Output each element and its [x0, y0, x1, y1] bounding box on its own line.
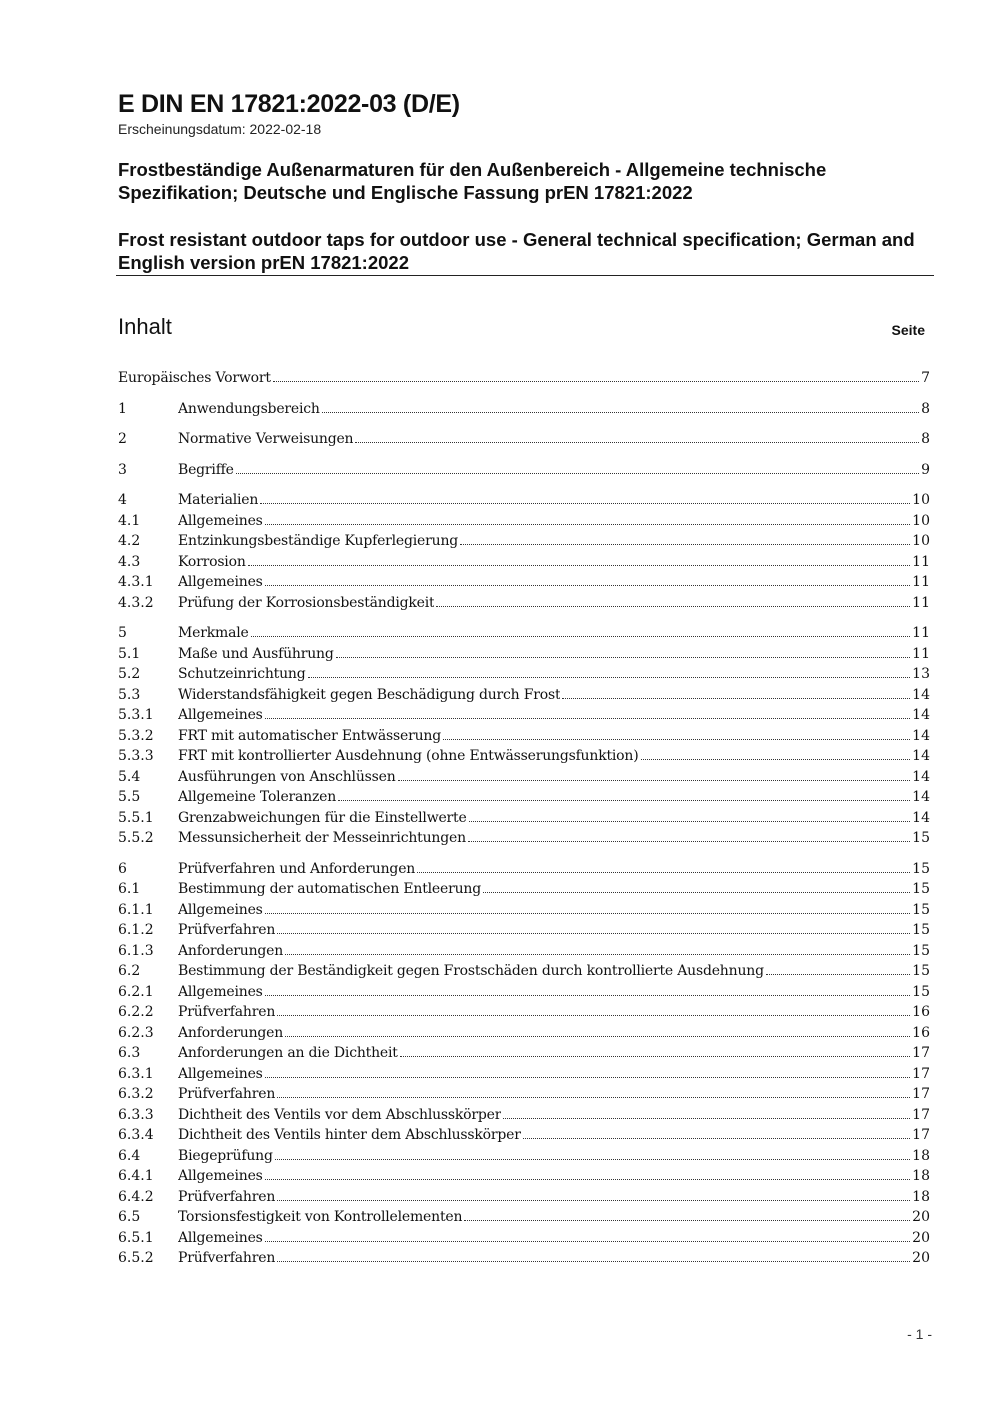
toc-entry[interactable]: [118, 1168, 930, 1189]
toc-entry-title: Allgemeines: [178, 1229, 263, 1246]
toc-entry-page: 9: [921, 461, 930, 478]
toc-entry-page: 16: [912, 1024, 930, 1041]
toc-entry[interactable]: [118, 789, 930, 810]
toc-entry-title: Allgemeines: [178, 983, 263, 1000]
toc-dot-leader: [277, 1200, 910, 1201]
toc-entry-page: 15: [912, 942, 930, 959]
toc-entry[interactable]: [118, 1107, 930, 1128]
toc-entry[interactable]: [118, 1045, 930, 1066]
toc-entry[interactable]: [118, 513, 930, 534]
toc-entry[interactable]: [118, 902, 930, 923]
toc-dot-leader: [265, 585, 911, 586]
toc-entry-page: 20: [912, 1229, 930, 1246]
toc-entry[interactable]: [118, 748, 930, 769]
toc-entry-title: Messunsicherheit der Messeinrichtungen: [178, 830, 466, 846]
toc-dot-leader: [265, 718, 911, 719]
toc-dot-leader: [265, 913, 911, 914]
toc-entry-page: 20: [912, 1209, 930, 1225]
toc-entry-page: 15: [912, 881, 930, 897]
toc-entry[interactable]: [118, 625, 930, 646]
toc-page-label: Seite: [891, 322, 925, 338]
toc-entry-number: 5.3.2: [118, 727, 154, 744]
toc-dot-leader: [469, 821, 911, 822]
toc-dot-leader: [265, 1077, 911, 1078]
toc-entry[interactable]: [118, 1127, 930, 1148]
toc-entry[interactable]: [118, 1209, 930, 1230]
toc-entry-page: 15: [912, 922, 930, 938]
toc-entry-number: 4.2: [118, 533, 141, 549]
toc-entry[interactable]: [118, 1189, 930, 1210]
toc-entry-title: Bestimmung der automatischen Entleerung: [178, 881, 481, 897]
toc-entry-number: 6: [118, 860, 127, 877]
toc-entry-page: 8: [921, 400, 930, 417]
toc-entry-title: Schutzeinrichtung: [178, 666, 306, 682]
toc-entry-number: 5.5: [118, 789, 141, 805]
toc-entry-number: 6.2.3: [118, 1024, 154, 1041]
toc-entry-page: 15: [912, 983, 930, 1000]
toc-entry[interactable]: [118, 687, 930, 708]
toc-entry-page: 8: [921, 431, 930, 447]
toc-entry-title: Dichtheit des Ventils hinter dem Abschlusskörper: [178, 1127, 521, 1143]
toc-entry-number: 6.2.1: [118, 983, 154, 1000]
toc-entry[interactable]: [118, 881, 930, 902]
toc-entry-number: 4.3: [118, 553, 141, 570]
toc-dot-leader: [338, 800, 910, 801]
toc-entry-title: Prüfverfahren: [178, 1188, 276, 1205]
toc-entry-number: 1: [118, 400, 127, 417]
toc-entry-page: 15: [912, 860, 930, 877]
toc-entry-number: 5.2: [118, 666, 141, 682]
toc-entry-title: Begriffe: [178, 461, 234, 478]
toc-entry[interactable]: [118, 1148, 930, 1169]
toc-dot-leader: [251, 636, 911, 637]
toc-entry-title: Allgemeines: [178, 1065, 263, 1082]
toc-entry[interactable]: [118, 1066, 930, 1087]
toc-dot-leader: [766, 974, 910, 975]
toc-entry-title: Prüfung der Korrosionsbeständigkeit: [178, 594, 435, 611]
toc-entry-page: 17: [912, 1106, 930, 1123]
toc-entry-page: 11: [912, 645, 930, 662]
toc-entry-title: Allgemeines: [178, 512, 263, 529]
toc-dot-leader: [277, 1261, 910, 1262]
toc-entry-number: 6.4: [118, 1147, 141, 1164]
toc-dot-leader: [236, 473, 919, 474]
toc-entry-page: 20: [912, 1250, 930, 1266]
toc-entry-page: 14: [912, 707, 930, 723]
toc-entry-page: 18: [912, 1168, 930, 1184]
toc-dot-leader: [248, 565, 911, 566]
toc-dot-leader: [308, 677, 911, 678]
toc-entry-number: 6.1.1: [118, 901, 154, 918]
toc-entry[interactable]: [118, 370, 930, 391]
toc-entry-number: 6.1.3: [118, 942, 154, 959]
toc-entry-number: 6.3: [118, 1045, 141, 1061]
toc-dot-leader: [260, 503, 910, 504]
toc-entry[interactable]: [118, 728, 930, 749]
toc-entry-title: Korrosion: [178, 553, 246, 570]
toc-entry[interactable]: [118, 401, 930, 422]
toc-entry-title: Materialien: [178, 492, 259, 508]
toc-entry[interactable]: [118, 810, 930, 831]
toc-entry[interactable]: [118, 769, 930, 790]
toc-entry-number: 5.5.2: [118, 830, 154, 846]
toc-entry-page: 14: [912, 748, 930, 764]
toc-entry-title: Prüfverfahren und Anforderungen: [178, 860, 416, 877]
toc-entry-title: Normative Verweisungen: [178, 431, 354, 447]
toc-entry-number: 5.5.1: [118, 809, 154, 826]
toc-entry-title: Allgemeines: [178, 707, 263, 723]
toc-entry-title: Prüfverfahren: [178, 1250, 276, 1266]
toc-entry-title: FRT mit automatischer Entwässerung: [178, 727, 441, 744]
toc-entry[interactable]: [118, 533, 930, 554]
toc-entry[interactable]: [118, 1230, 930, 1251]
toc-entry-title: Ausführungen von Anschlüssen: [178, 768, 396, 785]
toc-dot-leader: [400, 1056, 910, 1057]
toc-entry-number: 6.2.2: [118, 1004, 154, 1020]
toc-entry[interactable]: [118, 830, 930, 851]
title-english: Frost resistant outdoor taps for outdoor use - General technical specification; German and English version prEN 17821:2022: [118, 229, 915, 273]
toc-entry-title: Prüfverfahren: [178, 1086, 276, 1102]
toc-entry[interactable]: [118, 666, 930, 687]
toc-entry-title: Grenzabweichungen für die Einstellwerte: [178, 809, 467, 826]
toc-entry-page: 14: [912, 809, 930, 826]
toc-entry-number: 2: [118, 431, 127, 447]
toc-dot-leader: [483, 892, 910, 893]
toc-entry[interactable]: [118, 963, 930, 984]
toc-dot-leader: [277, 933, 910, 934]
toc-entry-title: Anwendungsbereich: [178, 400, 320, 417]
toc-entry-page: 15: [912, 830, 930, 846]
toc-entry-number: 6.3.1: [118, 1065, 154, 1082]
toc-entry-title: Allgemeines: [178, 574, 263, 590]
toc-entry-page: 11: [912, 594, 930, 611]
title-divider: [116, 275, 934, 276]
toc-dot-leader: [265, 1179, 911, 1180]
toc-dot-leader: [436, 606, 910, 607]
toc-entry-page: 10: [912, 512, 930, 529]
toc-entry[interactable]: [118, 1250, 930, 1271]
toc-entry-title: Widerstandsfähigkeit gegen Beschädigung durch Frost: [178, 686, 561, 703]
toc-dot-leader: [336, 657, 911, 658]
toc-dot-leader: [443, 739, 910, 740]
toc-entry-number: 6.4.1: [118, 1168, 154, 1184]
toc-entry-page: 18: [912, 1147, 930, 1164]
toc-entry-number: 6.3.4: [118, 1127, 154, 1143]
toc-entry-number: 4.3.2: [118, 594, 154, 611]
toc-dot-leader: [641, 759, 911, 760]
toc-dot-leader: [285, 1036, 910, 1037]
toc-dot-leader: [503, 1118, 910, 1119]
toc-entry-number: 6.4.2: [118, 1188, 154, 1205]
toc-dot-leader: [398, 780, 911, 781]
toc-entry-title: Entzinkungsbeständige Kupferlegierung: [178, 533, 459, 549]
toc-entry-number: 6.1: [118, 881, 141, 897]
document-id: E DIN EN 17821:2022-03 (D/E): [118, 90, 460, 118]
toc-heading: Inhalt: [118, 314, 172, 339]
toc-entry-title: Prüfverfahren: [178, 922, 276, 938]
toc-entry-page: 13: [912, 666, 930, 682]
toc-entry-page: 7: [921, 370, 930, 386]
toc-entry[interactable]: [118, 462, 930, 483]
toc-dot-leader: [273, 381, 919, 382]
toc-dot-leader: [460, 544, 910, 545]
toc-entry[interactable]: [118, 646, 930, 667]
toc-entry[interactable]: [118, 984, 930, 1005]
toc-entry-page: 17: [912, 1065, 930, 1082]
toc-entry-number: 6.2: [118, 963, 141, 979]
toc-dot-leader: [322, 412, 919, 413]
toc-dot-leader: [277, 1015, 910, 1016]
toc-dot-leader: [464, 1220, 910, 1221]
toc-entry-page: 14: [912, 727, 930, 744]
toc-entry-title: Dichtheit des Ventils vor dem Abschlusskörper: [178, 1106, 502, 1123]
toc-entry[interactable]: [118, 1086, 930, 1107]
toc-entry-title: Maße und Ausführung: [178, 645, 334, 662]
toc-dot-leader: [523, 1138, 910, 1139]
title-german: Frostbeständige Außenarmaturen für den Außenbereich - Allgemeine technische Spezifikation; Deutsche und Englische Fassung prEN 17821:2022: [118, 159, 827, 203]
toc-entry-title: Europäisches Vorwort: [118, 370, 271, 386]
toc-entry-number: 5: [118, 625, 127, 641]
toc-entry[interactable]: [118, 431, 930, 452]
toc-entry-number: 6.5.1: [118, 1229, 154, 1246]
table-of-contents: [118, 370, 930, 1271]
toc-dot-leader: [265, 524, 911, 525]
toc-dot-leader: [562, 698, 910, 699]
page-number: - 1 -: [907, 1326, 932, 1342]
toc-entry-page: 11: [912, 625, 930, 641]
toc-entry-number: 6.5: [118, 1209, 141, 1225]
toc-entry-page: 18: [912, 1188, 930, 1205]
toc-dot-leader: [277, 1097, 910, 1098]
toc-entry[interactable]: [118, 554, 930, 575]
toc-dot-leader: [275, 1159, 910, 1160]
toc-dot-leader: [355, 442, 919, 443]
toc-entry-page: 10: [912, 533, 930, 549]
toc-entry-page: 11: [912, 574, 930, 590]
toc-entry-page: 14: [912, 768, 930, 785]
toc-dot-leader: [417, 872, 910, 873]
toc-entry[interactable]: [118, 922, 930, 943]
toc-entry-page: 17: [912, 1086, 930, 1102]
toc-entry-number: 5.3.3: [118, 748, 154, 764]
toc-entry-page: 17: [912, 1045, 930, 1061]
toc-entry-number: 6.3.3: [118, 1106, 154, 1123]
toc-entry[interactable]: [118, 1004, 930, 1025]
toc-entry-title: Anforderungen: [178, 942, 284, 959]
toc-entry-title: Torsionsfestigkeit von Kontrollelementen: [178, 1209, 463, 1225]
toc-dot-leader: [468, 841, 910, 842]
toc-entry-page: 14: [912, 789, 930, 805]
toc-entry-page: 11: [912, 553, 930, 570]
toc-entry-page: 15: [912, 963, 930, 979]
toc-entry[interactable]: [118, 595, 930, 616]
toc-entry[interactable]: [118, 943, 930, 964]
toc-dot-leader: [265, 995, 911, 996]
toc-entry-title: Allgemeines: [178, 1168, 263, 1184]
toc-dot-leader: [265, 1241, 911, 1242]
toc-entry-title: Biegeprüfung: [178, 1147, 273, 1164]
toc-entry[interactable]: [118, 492, 930, 513]
toc-entry-number: 6.5.2: [118, 1250, 154, 1266]
toc-dot-leader: [285, 954, 910, 955]
toc-entry-number: 5.1: [118, 645, 141, 662]
toc-entry[interactable]: [118, 1025, 930, 1046]
toc-entry-number: 5.3: [118, 686, 141, 703]
toc-entry[interactable]: [118, 707, 930, 728]
toc-entry-number: 4.1: [118, 512, 141, 529]
toc-entry-page: 17: [912, 1127, 930, 1143]
toc-entry-title: FRT mit kontrollierter Ausdehnung (ohne Entwässerungsfunktion): [178, 748, 639, 764]
publication-date: Erscheinungsdatum: 2022-02-18: [118, 121, 322, 137]
toc-entry-number: 4.3.1: [118, 574, 154, 590]
toc-entry-number: 6.3.2: [118, 1086, 154, 1102]
toc-entry-title: Allgemeine Toleranzen: [178, 789, 337, 805]
toc-entry-number: 6.1.2: [118, 922, 154, 938]
toc-entry-page: 16: [912, 1004, 930, 1020]
toc-entry-title: Anforderungen an die Dichtheit: [178, 1045, 398, 1061]
toc-entry-title: Merkmale: [178, 625, 249, 641]
toc-entry-number: 3: [118, 461, 127, 478]
toc-entry-page: 14: [912, 686, 930, 703]
toc-entry-page: 10: [912, 492, 930, 508]
toc-entry-title: Anforderungen: [178, 1024, 284, 1041]
toc-entry-number: 5.4: [118, 768, 141, 785]
toc-entry-title: Allgemeines: [178, 901, 263, 918]
toc-entry-number: 5.3.1: [118, 707, 154, 723]
toc-entry-title: Bestimmung der Beständigkeit gegen Frostschäden durch kontrollierte Ausdehnung: [178, 963, 764, 979]
toc-entry[interactable]: [118, 574, 930, 595]
toc-entry-page: 15: [912, 901, 930, 918]
toc-entry-title: Prüfverfahren: [178, 1004, 276, 1020]
toc-entry-number: 4: [118, 492, 127, 508]
toc-entry[interactable]: [118, 861, 930, 882]
